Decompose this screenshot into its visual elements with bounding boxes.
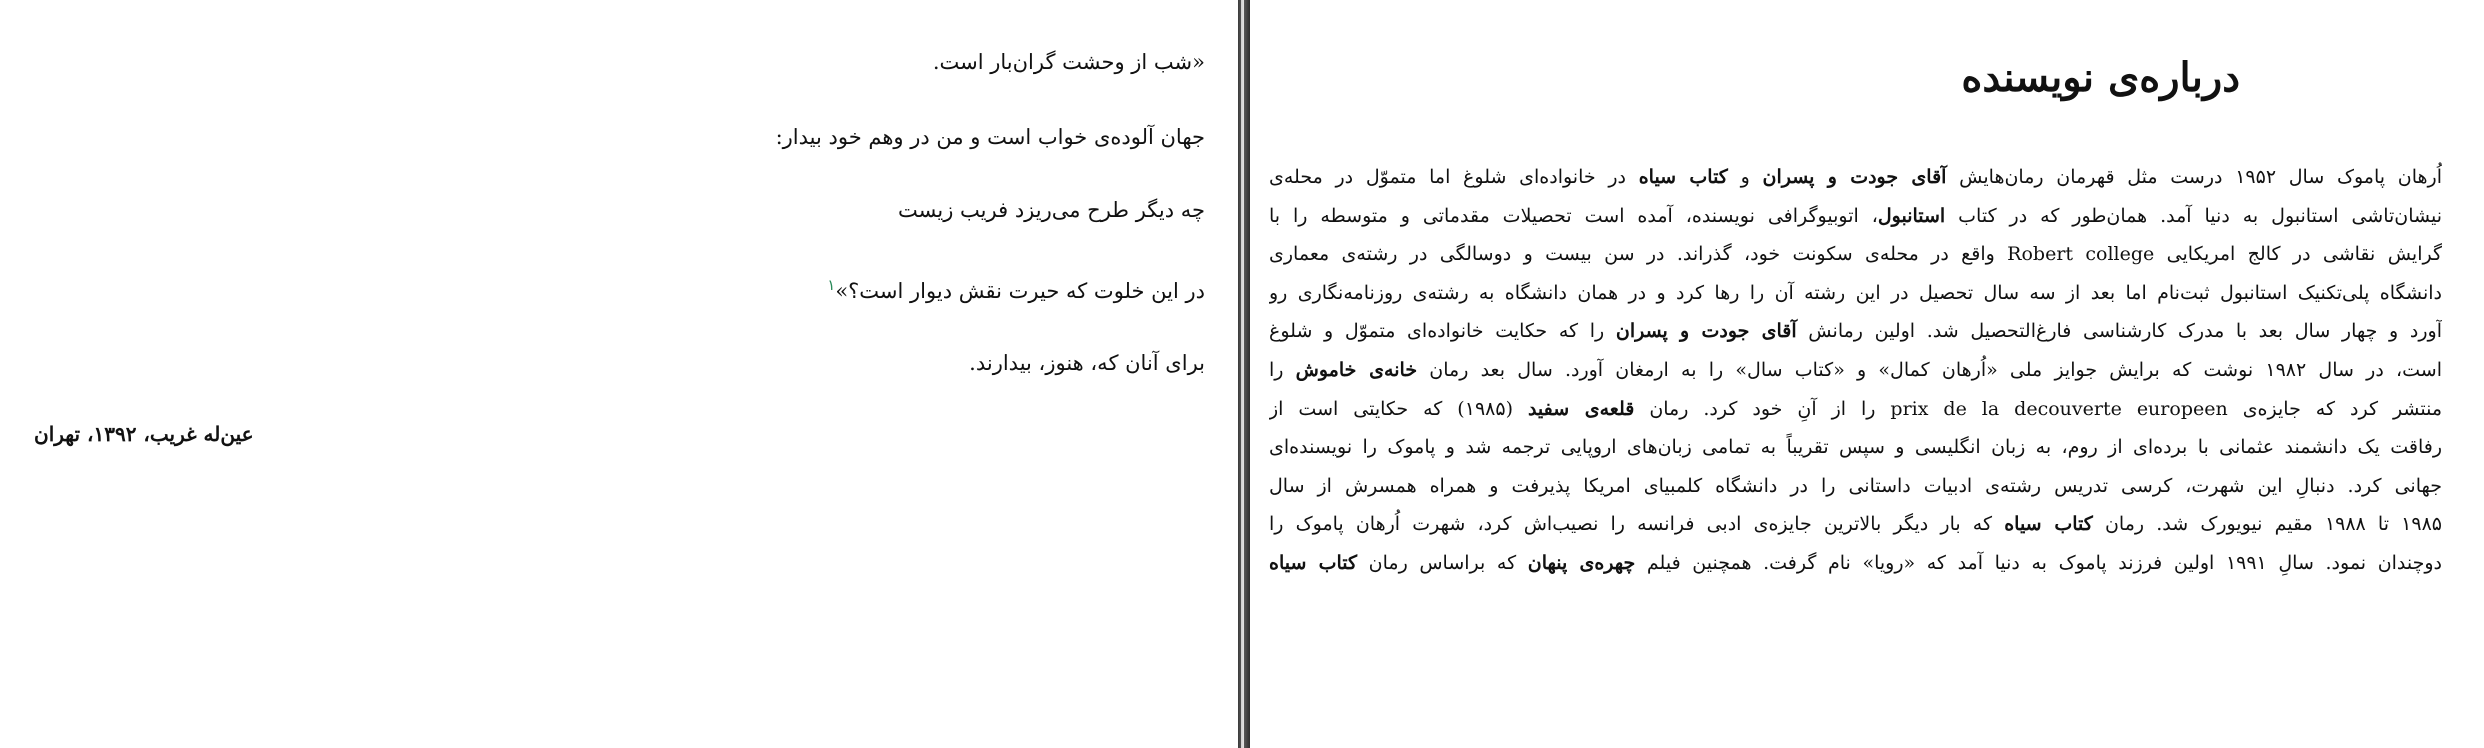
bio-line bbox=[1269, 158, 2442, 197]
poem-line bbox=[825, 278, 1205, 302]
bio-text: است، در سال ۱۹۸۲ نوشت که برایش جوایز ملی «اُرهان کمال» و «کتاب سال» را به ارمغان آورد. سال بعد رمان bbox=[1417, 358, 2442, 381]
bio-text: که بار دیگر بالاترین جایزه‌ی ادبی فرانسه را نصیب‌اش کرد، شهرت اُرهان پاموک را bbox=[1269, 513, 2005, 536]
bio-text: گرایش نقاشی در کالج امریکایی Robert college واقع در محله‌ی سکونت خود، گذراند. در سن بیست و دوسالگی در رشته‌ی معماری bbox=[1269, 243, 2442, 266]
bio-line bbox=[1269, 312, 2442, 351]
book-title: قلعه‌ی سفید bbox=[1527, 397, 1635, 420]
bio-text: در خانواده‌ای شلوغ اما متموّل در محله‌ی bbox=[1269, 166, 1639, 188]
bio-text: ۱۹۸۵ تا ۱۹۸۸ مقیم نیویورک شد. رمان bbox=[2092, 513, 2442, 536]
bio-text: منتشر کرد که جایزه‌ی prix de la decouverte europeen را از آنِ خود کرد. رمان bbox=[1634, 397, 2442, 420]
book-title: کتاب سیاه bbox=[1269, 551, 1358, 574]
bio-text: و bbox=[1727, 166, 1763, 188]
bio-paragraph bbox=[1269, 158, 2442, 583]
book-title: کتاب سیاه bbox=[1638, 166, 1728, 188]
bio-text: (۱۹۸۵) که حکایتی است از bbox=[1269, 397, 1528, 420]
bio-text: نیشان‌تاشی استانبول به دنیا آمد. همان‌طور که در کتاب bbox=[1945, 204, 2442, 227]
bio-line bbox=[1269, 235, 2442, 274]
bio-line bbox=[1269, 505, 2442, 544]
bio-text: رفاقت یک دانشمند عثمانی با برده‌ای از روم، به زبان انگلیسی و سپس تقریباً به تمامی زبان‌های اروپایی ترجمه شد و پاموک را نویسنده‌ای bbox=[1269, 436, 2442, 459]
bio-text: دوچندان نمود. سالِ ۱۹۹۱ اولین فرزند پاموک به دنیا آمد که «رویا» نام گرفت. همچنین فیلم bbox=[1635, 551, 2442, 574]
bio-line bbox=[1269, 467, 2442, 506]
page-title: درباره‌ی نویسنده bbox=[1961, 54, 2240, 101]
poem-line: چه دیگر طرح می‌ریزد فریب زیست bbox=[898, 198, 1205, 222]
bio-text: را bbox=[1269, 358, 1296, 381]
dedication: برای آنان که، هنوز، بیدارند. bbox=[969, 351, 1205, 375]
signature: عین‌له غریب، ۱۳۹۲، تهران bbox=[34, 422, 254, 446]
book-title: استانبول bbox=[1877, 204, 1946, 227]
bio-line bbox=[1269, 428, 2442, 467]
book-title: آقای جودت و پسران bbox=[1762, 166, 1947, 188]
bio-text: دانشگاه پلی‌تکنیک استانبول ثبت‌نام اما بعد از سه سال تحصیل در این رشته آن را رها کرد و در همان دانشگاه به رشته‌ی روزنامه‌نگاری رو bbox=[1269, 281, 2442, 304]
bio-line bbox=[1269, 390, 2442, 429]
bio-line bbox=[1269, 351, 2442, 390]
book-title: آقای جودت و پسران bbox=[1615, 320, 1797, 343]
bio-text: جهانی کرد. دنبالِ این شهرت، کرسی تدریس رشته‌ی ادبیات داستانی را در دانشگاه کلمبیای امریکا پذیرفت و همراه همسرش از سال bbox=[1269, 474, 2442, 497]
poem-line: جهان آلوده‌ی خواب است و من در وهم خود بیدار: bbox=[775, 125, 1205, 149]
book-title: کتاب سیاه bbox=[2004, 513, 2093, 536]
bio-text: که براساس رمان bbox=[1357, 551, 1528, 574]
left-page bbox=[0, 0, 1238, 748]
bio-line bbox=[1269, 197, 2442, 236]
poem-line-text: در این خلوت که حیرت نقش دیوار است؟» bbox=[835, 279, 1205, 303]
bio-line bbox=[1269, 274, 2442, 313]
book-title: خانه‌ی خاموش bbox=[1295, 358, 1418, 381]
book-title: چهره‌ی پنهان bbox=[1527, 551, 1636, 574]
bio-line bbox=[1269, 544, 2442, 583]
page-gutter bbox=[1238, 0, 1250, 748]
bio-text: اُرهان پاموک سال ۱۹۵۲ درست مثل قهرمان رمان‌هایش bbox=[1946, 166, 2442, 188]
right-page bbox=[1250, 0, 2484, 748]
bio-text: را که حکایت خانواده‌ای متموّل و شلوغ bbox=[1269, 320, 1616, 343]
footnote-marker[interactable]: ۱ bbox=[827, 276, 836, 294]
bio-text: ، اتوبیوگرافی نویسنده، آمده است تحصیلات مقدماتی و متوسطه را با bbox=[1269, 204, 1878, 227]
poem-line: «شب از وحشت گران‌بار است. bbox=[932, 50, 1205, 74]
bio-text: آورد و چهار سال بعد با مدرک کارشناسی فارغ‌التحصیل شد. اولین رمانش bbox=[1796, 320, 2442, 343]
